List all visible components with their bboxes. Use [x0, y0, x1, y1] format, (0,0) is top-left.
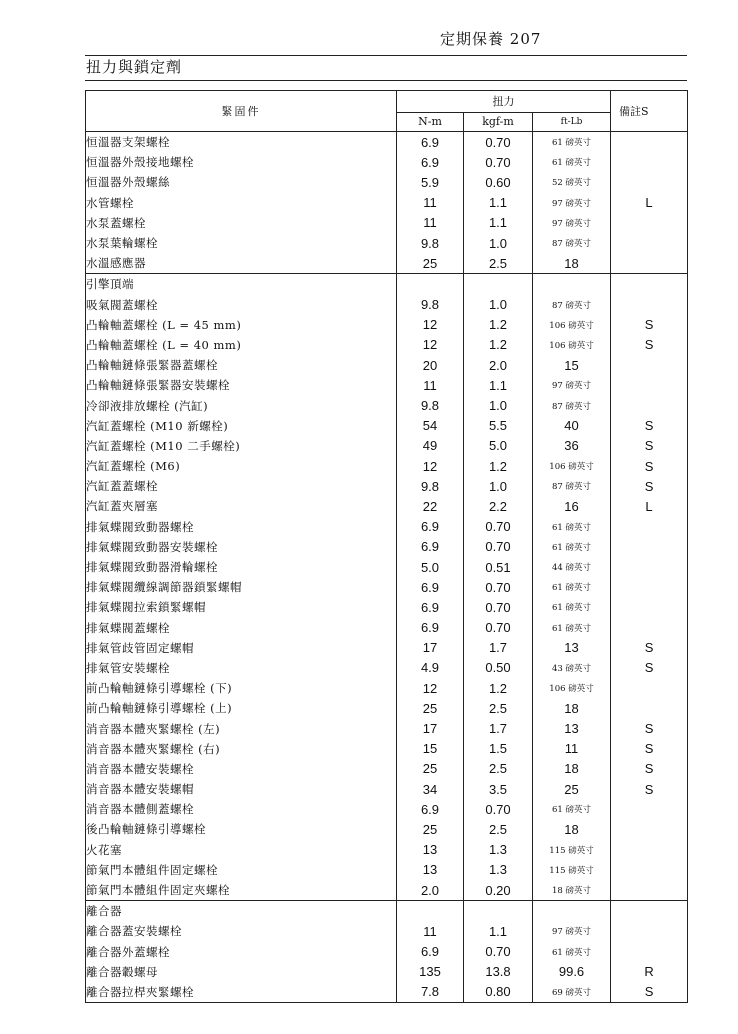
torque-ftlb-cell: 18 [533, 698, 611, 718]
header-kgfm: kgf-m [464, 112, 533, 131]
torque-kgfm-cell: 1.7 [464, 718, 533, 738]
empty-cell [397, 901, 464, 922]
torque-nm-cell: 25 [397, 759, 464, 779]
table-group-engine-top [86, 274, 688, 901]
torque-kgfm-cell: 2.5 [464, 253, 533, 274]
remark-cell: S [611, 335, 688, 355]
fastener-name-cell: 凸輪軸蓋螺栓 (L = 40 mm) [86, 335, 397, 355]
torque-kgfm-cell: 0.51 [464, 557, 533, 577]
table-row [86, 840, 688, 860]
torque-kgfm-cell: 2.5 [464, 819, 533, 839]
torque-kgfm-cell: 0.70 [464, 517, 533, 537]
torque-kgfm-cell: 1.1 [464, 213, 533, 233]
torque-kgfm-cell: 1.3 [464, 860, 533, 880]
fastener-name-cell: 汽缸蓋蓋螺栓 [86, 476, 397, 496]
empty-cell [397, 274, 464, 295]
table-row [86, 476, 688, 496]
table-group-thermostat [86, 132, 688, 274]
remark-cell [611, 375, 688, 395]
torque-ftlb-cell: 18 [533, 253, 611, 274]
remark-cell [611, 577, 688, 597]
fastener-name-cell: 節氣門本體組件固定螺栓 [86, 860, 397, 880]
remark-cell: S [611, 476, 688, 496]
remark-cell: S [611, 436, 688, 456]
remark-cell [611, 819, 688, 839]
torque-nm-cell: 13 [397, 860, 464, 880]
torque-kgfm-cell: 0.70 [464, 799, 533, 819]
remark-cell [611, 597, 688, 617]
page-header-label: 定期保養 [440, 30, 505, 48]
remark-cell: S [611, 779, 688, 799]
table-row [86, 819, 688, 839]
torque-kgfm-cell: 0.70 [464, 577, 533, 597]
torque-kgfm-cell: 1.2 [464, 335, 533, 355]
torque-ftlb-cell: 44 磅英寸 [533, 557, 611, 577]
torque-ftlb-cell: 69 磅英寸 [533, 982, 611, 1003]
torque-ftlb-cell: 61 磅英寸 [533, 132, 611, 153]
remark-cell [611, 172, 688, 192]
torque-nm-cell: 17 [397, 638, 464, 658]
torque-ftlb-cell: 87 磅英寸 [533, 233, 611, 253]
remark-cell [611, 921, 688, 941]
fastener-name-cell: 消音器本體側蓋螺栓 [86, 799, 397, 819]
table-row [86, 880, 688, 901]
torque-kgfm-cell: 2.0 [464, 355, 533, 375]
torque-ftlb-cell: 40 [533, 416, 611, 436]
remark-cell [611, 295, 688, 315]
table-row [86, 597, 688, 617]
table-row [86, 779, 688, 799]
torque-kgfm-cell: 1.2 [464, 678, 533, 698]
remark-cell [611, 618, 688, 638]
remark-cell: S [611, 718, 688, 738]
torque-table [85, 90, 688, 1003]
torque-ftlb-cell: 36 [533, 436, 611, 456]
table-row [86, 213, 688, 233]
torque-nm-cell: 4.9 [397, 658, 464, 678]
torque-ftlb-cell: 43 磅英寸 [533, 658, 611, 678]
group-heading: 離合器 [86, 901, 397, 922]
torque-ftlb-cell: 97 磅英寸 [533, 193, 611, 213]
torque-nm-cell: 6.9 [397, 597, 464, 617]
torque-kgfm-cell: 5.5 [464, 416, 533, 436]
torque-ftlb-cell: 87 磅英寸 [533, 295, 611, 315]
torque-nm-cell: 49 [397, 436, 464, 456]
fastener-name-cell: 後凸輪軸鏈條引導螺栓 [86, 819, 397, 839]
remark-cell: S [611, 759, 688, 779]
header-ftlb: ft-Lb [533, 112, 611, 131]
table-row [86, 577, 688, 597]
torque-kgfm-cell: 0.70 [464, 132, 533, 153]
fastener-name-cell: 汽缸蓋夾層塞 [86, 496, 397, 516]
section-rule [85, 80, 687, 81]
remark-cell: L [611, 496, 688, 516]
torque-ftlb-cell: 61 磅英寸 [533, 942, 611, 962]
table-row [86, 152, 688, 172]
torque-ftlb-cell: 61 磅英寸 [533, 618, 611, 638]
remark-cell: S [611, 638, 688, 658]
fastener-name-cell: 消音器本體安裝螺帽 [86, 779, 397, 799]
fastener-name-cell: 離合器外蓋螺栓 [86, 942, 397, 962]
table-row [86, 193, 688, 213]
torque-nm-cell: 6.9 [397, 799, 464, 819]
fastener-name-cell: 消音器本體夾緊螺栓 (左) [86, 718, 397, 738]
empty-cell [611, 274, 688, 295]
torque-ftlb-cell: 61 磅英寸 [533, 537, 611, 557]
remark-cell [611, 132, 688, 153]
torque-kgfm-cell: 1.0 [464, 476, 533, 496]
fastener-name-cell: 消音器本體夾緊螺栓 (右) [86, 739, 397, 759]
remark-cell: S [611, 315, 688, 335]
torque-nm-cell: 9.8 [397, 233, 464, 253]
torque-nm-cell: 9.8 [397, 295, 464, 315]
remark-cell [611, 799, 688, 819]
empty-cell [533, 901, 611, 922]
torque-kgfm-cell: 0.20 [464, 880, 533, 901]
torque-nm-cell: 6.9 [397, 132, 464, 153]
torque-nm-cell: 6.9 [397, 152, 464, 172]
torque-kgfm-cell: 0.70 [464, 537, 533, 557]
torque-kgfm-cell: 1.5 [464, 739, 533, 759]
torque-nm-cell: 6.9 [397, 537, 464, 557]
remark-cell: L [611, 193, 688, 213]
torque-ftlb-cell: 18 磅英寸 [533, 880, 611, 901]
torque-kgfm-cell: 0.70 [464, 597, 533, 617]
torque-kgfm-cell: 1.2 [464, 456, 533, 476]
torque-nm-cell: 6.9 [397, 942, 464, 962]
torque-kgfm-cell: 3.5 [464, 779, 533, 799]
torque-nm-cell: 11 [397, 375, 464, 395]
remark-cell: S [611, 739, 688, 759]
fastener-name-cell: 恒溫器外殼螺絲 [86, 172, 397, 192]
remark-cell [611, 698, 688, 718]
table-row [86, 921, 688, 941]
table-row [86, 496, 688, 516]
table-row [86, 172, 688, 192]
table-row [86, 335, 688, 355]
remark-cell: S [611, 416, 688, 436]
table-row [86, 678, 688, 698]
fastener-name-cell: 前凸輪軸鏈條引導螺栓 (上) [86, 698, 397, 718]
table-row [86, 315, 688, 335]
remark-cell [611, 678, 688, 698]
fastener-name-cell: 前凸輪軸鏈條引導螺栓 (下) [86, 678, 397, 698]
remark-cell [611, 537, 688, 557]
torque-ftlb-cell: 25 [533, 779, 611, 799]
torque-kgfm-cell: 1.2 [464, 315, 533, 335]
torque-nm-cell: 6.9 [397, 517, 464, 537]
torque-nm-cell: 25 [397, 698, 464, 718]
fastener-name-cell: 恒溫器外殼接地螺栓 [86, 152, 397, 172]
empty-cell [464, 274, 533, 295]
fastener-name-cell: 排氣蝶閥蓋螺栓 [86, 618, 397, 638]
fastener-name-cell: 排氣管安裝螺栓 [86, 658, 397, 678]
fastener-name-cell: 恒溫器支架螺栓 [86, 132, 397, 153]
remark-cell [611, 213, 688, 233]
table-row [86, 233, 688, 253]
table-row [86, 517, 688, 537]
torque-ftlb-cell: 15 [533, 355, 611, 375]
table-row [86, 718, 688, 738]
page-number: 207 [509, 30, 542, 48]
torque-nm-cell: 13 [397, 840, 464, 860]
table-row [86, 860, 688, 880]
remark-cell [611, 840, 688, 860]
remark-cell [611, 517, 688, 537]
torque-nm-cell: 5.9 [397, 172, 464, 192]
torque-nm-cell: 12 [397, 335, 464, 355]
group-heading-row [86, 274, 688, 295]
table-row [86, 132, 688, 153]
torque-kgfm-cell: 2.2 [464, 496, 533, 516]
fastener-name-cell: 水管螺栓 [86, 193, 397, 213]
torque-ftlb-cell: 18 [533, 759, 611, 779]
table-row [86, 982, 688, 1003]
fastener-name-cell: 冷卻液排放螺栓 (汽缸) [86, 395, 397, 415]
torque-nm-cell: 6.9 [397, 577, 464, 597]
torque-kgfm-cell: 0.60 [464, 172, 533, 192]
torque-ftlb-cell: 11 [533, 739, 611, 759]
torque-nm-cell: 12 [397, 456, 464, 476]
torque-nm-cell: 20 [397, 355, 464, 375]
torque-kgfm-cell: 2.5 [464, 759, 533, 779]
torque-kgfm-cell: 0.80 [464, 982, 533, 1003]
remark-cell [611, 253, 688, 274]
fastener-name-cell: 水泵蓋螺栓 [86, 213, 397, 233]
table-row [86, 253, 688, 274]
table-header [86, 91, 688, 132]
torque-ftlb-cell: 61 磅英寸 [533, 577, 611, 597]
remark-cell [611, 355, 688, 375]
torque-nm-cell: 54 [397, 416, 464, 436]
remark-cell: S [611, 658, 688, 678]
torque-nm-cell: 15 [397, 739, 464, 759]
fastener-name-cell: 離合器拉桿夾緊螺栓 [86, 982, 397, 1003]
table-row [86, 537, 688, 557]
torque-kgfm-cell: 2.5 [464, 698, 533, 718]
table-row [86, 942, 688, 962]
torque-kgfm-cell: 0.70 [464, 618, 533, 638]
torque-nm-cell: 22 [397, 496, 464, 516]
remark-cell: S [611, 982, 688, 1003]
torque-ftlb-cell: 87 磅英寸 [533, 395, 611, 415]
torque-ftlb-cell: 99.6 [533, 962, 611, 982]
torque-nm-cell: 25 [397, 253, 464, 274]
remark-cell [611, 557, 688, 577]
torque-nm-cell: 34 [397, 779, 464, 799]
torque-nm-cell: 5.0 [397, 557, 464, 577]
fastener-name-cell: 排氣蝶閥拉索鎖緊螺帽 [86, 597, 397, 617]
torque-nm-cell: 9.8 [397, 395, 464, 415]
table-group-clutch [86, 901, 688, 1003]
fastener-name-cell: 消音器本體安裝螺栓 [86, 759, 397, 779]
torque-ftlb-cell: 97 磅英寸 [533, 921, 611, 941]
fastener-name-cell: 離合器轂螺母 [86, 962, 397, 982]
fastener-name-cell: 汽缸蓋螺栓 (M6) [86, 456, 397, 476]
torque-nm-cell: 2.0 [397, 880, 464, 901]
torque-kgfm-cell: 0.70 [464, 152, 533, 172]
fastener-name-cell: 汽缸蓋螺栓 (M10 新螺栓) [86, 416, 397, 436]
torque-kgfm-cell: 1.1 [464, 193, 533, 213]
torque-ftlb-cell: 13 [533, 718, 611, 738]
table-row [86, 456, 688, 476]
fastener-name-cell: 離合器蓋安裝螺栓 [86, 921, 397, 941]
torque-ftlb-cell: 106 磅英寸 [533, 678, 611, 698]
fastener-name-cell: 排氣蝶閥致動器螺栓 [86, 517, 397, 537]
torque-ftlb-cell: 115 磅英寸 [533, 860, 611, 880]
remark-cell: S [611, 456, 688, 476]
remark-cell [611, 152, 688, 172]
torque-kgfm-cell: 1.3 [464, 840, 533, 860]
table-row [86, 698, 688, 718]
group-heading-row [86, 901, 688, 922]
remark-cell [611, 233, 688, 253]
torque-nm-cell: 11 [397, 921, 464, 941]
torque-kgfm-cell: 1.7 [464, 638, 533, 658]
fastener-name-cell: 排氣蝶閥致動器滑輪螺栓 [86, 557, 397, 577]
fastener-name-cell: 排氣管歧管固定螺帽 [86, 638, 397, 658]
torque-kgfm-cell: 5.0 [464, 436, 533, 456]
fastener-name-cell: 吸氣閥蓋螺栓 [86, 295, 397, 315]
page-header [440, 28, 541, 49]
torque-ftlb-cell: 13 [533, 638, 611, 658]
torque-ftlb-cell: 115 磅英寸 [533, 840, 611, 860]
fastener-name-cell: 水溫感應器 [86, 253, 397, 274]
torque-nm-cell: 25 [397, 819, 464, 839]
torque-nm-cell: 7.8 [397, 982, 464, 1003]
fastener-name-cell: 排氣蝶閥致動器安裝螺栓 [86, 537, 397, 557]
header-torque: 扭力 [397, 91, 611, 113]
fastener-name-cell: 凸輪軸蓋螺栓 (L = 45 mm) [86, 315, 397, 335]
remark-cell: R [611, 962, 688, 982]
torque-ftlb-cell: 106 磅英寸 [533, 456, 611, 476]
torque-ftlb-cell: 61 磅英寸 [533, 597, 611, 617]
fastener-name-cell: 水泵葉輪螺栓 [86, 233, 397, 253]
torque-nm-cell: 135 [397, 962, 464, 982]
torque-ftlb-cell: 61 磅英寸 [533, 517, 611, 537]
header-remarks: 備註S [611, 91, 688, 132]
torque-nm-cell: 11 [397, 213, 464, 233]
table-row [86, 436, 688, 456]
torque-ftlb-cell: 87 磅英寸 [533, 476, 611, 496]
table-row [86, 638, 688, 658]
table-row [86, 557, 688, 577]
torque-ftlb-cell: 106 磅英寸 [533, 335, 611, 355]
remark-cell [611, 860, 688, 880]
table-row [86, 395, 688, 415]
torque-ftlb-cell: 61 磅英寸 [533, 799, 611, 819]
torque-nm-cell: 12 [397, 315, 464, 335]
table-row [86, 618, 688, 638]
torque-ftlb-cell: 16 [533, 496, 611, 516]
fastener-name-cell: 汽缸蓋螺栓 (M10 二手螺栓) [86, 436, 397, 456]
torque-nm-cell: 9.8 [397, 476, 464, 496]
torque-ftlb-cell: 52 磅英寸 [533, 172, 611, 192]
torque-kgfm-cell: 1.1 [464, 375, 533, 395]
torque-kgfm-cell: 0.50 [464, 658, 533, 678]
remark-cell [611, 942, 688, 962]
torque-ftlb-cell: 97 磅英寸 [533, 375, 611, 395]
torque-kgfm-cell: 1.0 [464, 295, 533, 315]
table-row [86, 739, 688, 759]
torque-ftlb-cell: 97 磅英寸 [533, 213, 611, 233]
fastener-name-cell: 排氣蝶閥纜線調節器鎖緊螺帽 [86, 577, 397, 597]
empty-cell [464, 901, 533, 922]
torque-kgfm-cell: 1.0 [464, 233, 533, 253]
table-row [86, 295, 688, 315]
torque-ftlb-cell: 106 磅英寸 [533, 315, 611, 335]
torque-nm-cell: 11 [397, 193, 464, 213]
empty-cell [611, 901, 688, 922]
remark-cell [611, 880, 688, 901]
fastener-name-cell: 凸輪軸鏈條張緊器蓋螺栓 [86, 355, 397, 375]
torque-ftlb-cell: 61 磅英寸 [533, 152, 611, 172]
fastener-name-cell: 火花塞 [86, 840, 397, 860]
fastener-name-cell: 節氣門本體組件固定夾螺栓 [86, 880, 397, 901]
torque-nm-cell: 12 [397, 678, 464, 698]
torque-kgfm-cell: 0.70 [464, 942, 533, 962]
table-row [86, 355, 688, 375]
torque-ftlb-cell: 18 [533, 819, 611, 839]
torque-kgfm-cell: 1.0 [464, 395, 533, 415]
section-title: 扭力與鎖定劑 [86, 58, 183, 76]
table-row [86, 799, 688, 819]
torque-nm-cell: 6.9 [397, 618, 464, 638]
empty-cell [533, 274, 611, 295]
torque-kgfm-cell: 13.8 [464, 962, 533, 982]
torque-nm-cell: 17 [397, 718, 464, 738]
fastener-name-cell: 凸輪軸鏈條張緊器安裝螺栓 [86, 375, 397, 395]
table-row [86, 759, 688, 779]
table-row [86, 658, 688, 678]
table-row [86, 416, 688, 436]
remark-cell [611, 395, 688, 415]
group-heading: 引擎頂端 [86, 274, 397, 295]
header-fastener: 緊固件 [86, 91, 397, 132]
table-row [86, 962, 688, 982]
header-nm: N-m [397, 112, 464, 131]
table-row [86, 375, 688, 395]
torque-kgfm-cell: 1.1 [464, 921, 533, 941]
